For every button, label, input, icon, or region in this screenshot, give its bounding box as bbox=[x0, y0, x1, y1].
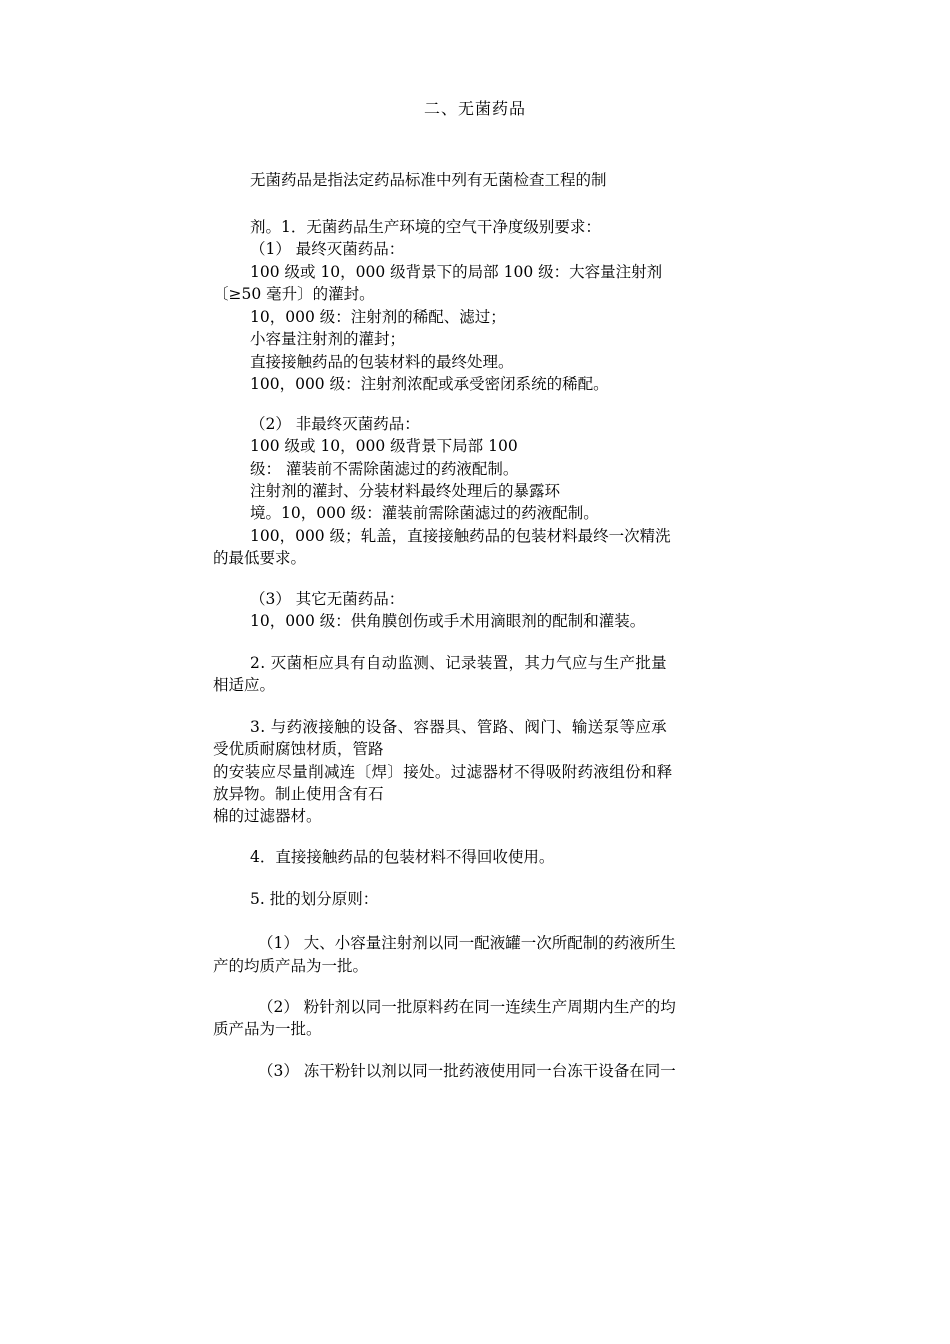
text-line: 10，000 级：供角膜创伤或手术用滴眼剂的配制和灌装。 bbox=[250, 612, 646, 630]
text-line: 100 级或 10，000 级背景下的局部 100 级：大容量注射剂 bbox=[250, 263, 663, 281]
text-line: 2. 灭菌柜应具有自动监测、记录装置，其力气应与生产批量 bbox=[250, 654, 668, 672]
text-line: 10，000 级：注射剂的稀配、滤过； bbox=[250, 308, 506, 326]
text-line: （3） 冻干粉针以剂以同一批药液使用同一台冻干设备在同一 bbox=[258, 1062, 676, 1080]
text-line: （1） 最终灭菌药品： bbox=[250, 240, 405, 258]
text-line: 3. 与药液接触的设备、容器具、管路、阀门、输送泵等应承 bbox=[250, 718, 668, 736]
text-line: 级： 灌装前不需除菌滤过的药液配制。 bbox=[250, 460, 519, 478]
text-line: （3） 其它无菌药品： bbox=[250, 590, 405, 608]
text-line: 100 级或 10，000 级背景下局部 100 bbox=[250, 437, 518, 455]
text-line: 5. 批的划分原则： bbox=[250, 890, 379, 908]
text-line: 100，000 级：注射剂浓配或承受密闭系统的稀配。 bbox=[250, 375, 609, 393]
text-line: 放异物。制止使用含有石 bbox=[213, 785, 384, 803]
text-line: 〔≥50 毫升〕的灌封。 bbox=[213, 285, 375, 303]
text-line: （2） 非最终灭菌药品： bbox=[250, 415, 420, 433]
text-line: 4．直接接触药品的包装材料不得回收使用。 bbox=[250, 848, 555, 866]
text-line: 小容量注射剂的灌封； bbox=[250, 330, 406, 348]
text-line: 注射剂的灌封、分装材料最终处理后的暴露环 bbox=[250, 482, 561, 500]
text-line: 产的均质产品为一批。 bbox=[213, 957, 369, 975]
text-line: 质产品为一批。 bbox=[213, 1020, 322, 1038]
text-line: 直接接触药品的包装材料的最终处理。 bbox=[250, 353, 514, 371]
page-title: 二、无菌药品 bbox=[423, 99, 526, 118]
text-line: （1） 大、小容量注射剂以同一配液罐一次所配制的药液所生 bbox=[258, 934, 676, 952]
text-line: 的安装应尽量削减连〔焊〕接处。过滤器材不得吸附药液组份和释 bbox=[213, 763, 673, 781]
text-line: （2） 粉针剂以同一批原料药在同一连续生产周期内生产的均 bbox=[258, 998, 676, 1016]
text-line: 100，000 级；轧盖，直接接触药品的包装材料最终一次精洗 bbox=[250, 527, 671, 545]
text-line: 受优质耐腐蚀材质，管路 bbox=[213, 740, 384, 758]
text-line: 的最低要求。 bbox=[213, 549, 307, 567]
text-line: 棉的过滤器材。 bbox=[213, 807, 322, 825]
text-line: 剂。1．无菌药品生产环境的空气干净度级别要求： bbox=[250, 218, 601, 236]
text-line: 无菌药品是指法定药品标准中列有无菌检查工程的制 bbox=[250, 171, 607, 189]
text-line: 境。10，000 级：灌装前需除菌滤过的药液配制。 bbox=[250, 504, 599, 522]
text-line: 相适应。 bbox=[213, 676, 276, 694]
